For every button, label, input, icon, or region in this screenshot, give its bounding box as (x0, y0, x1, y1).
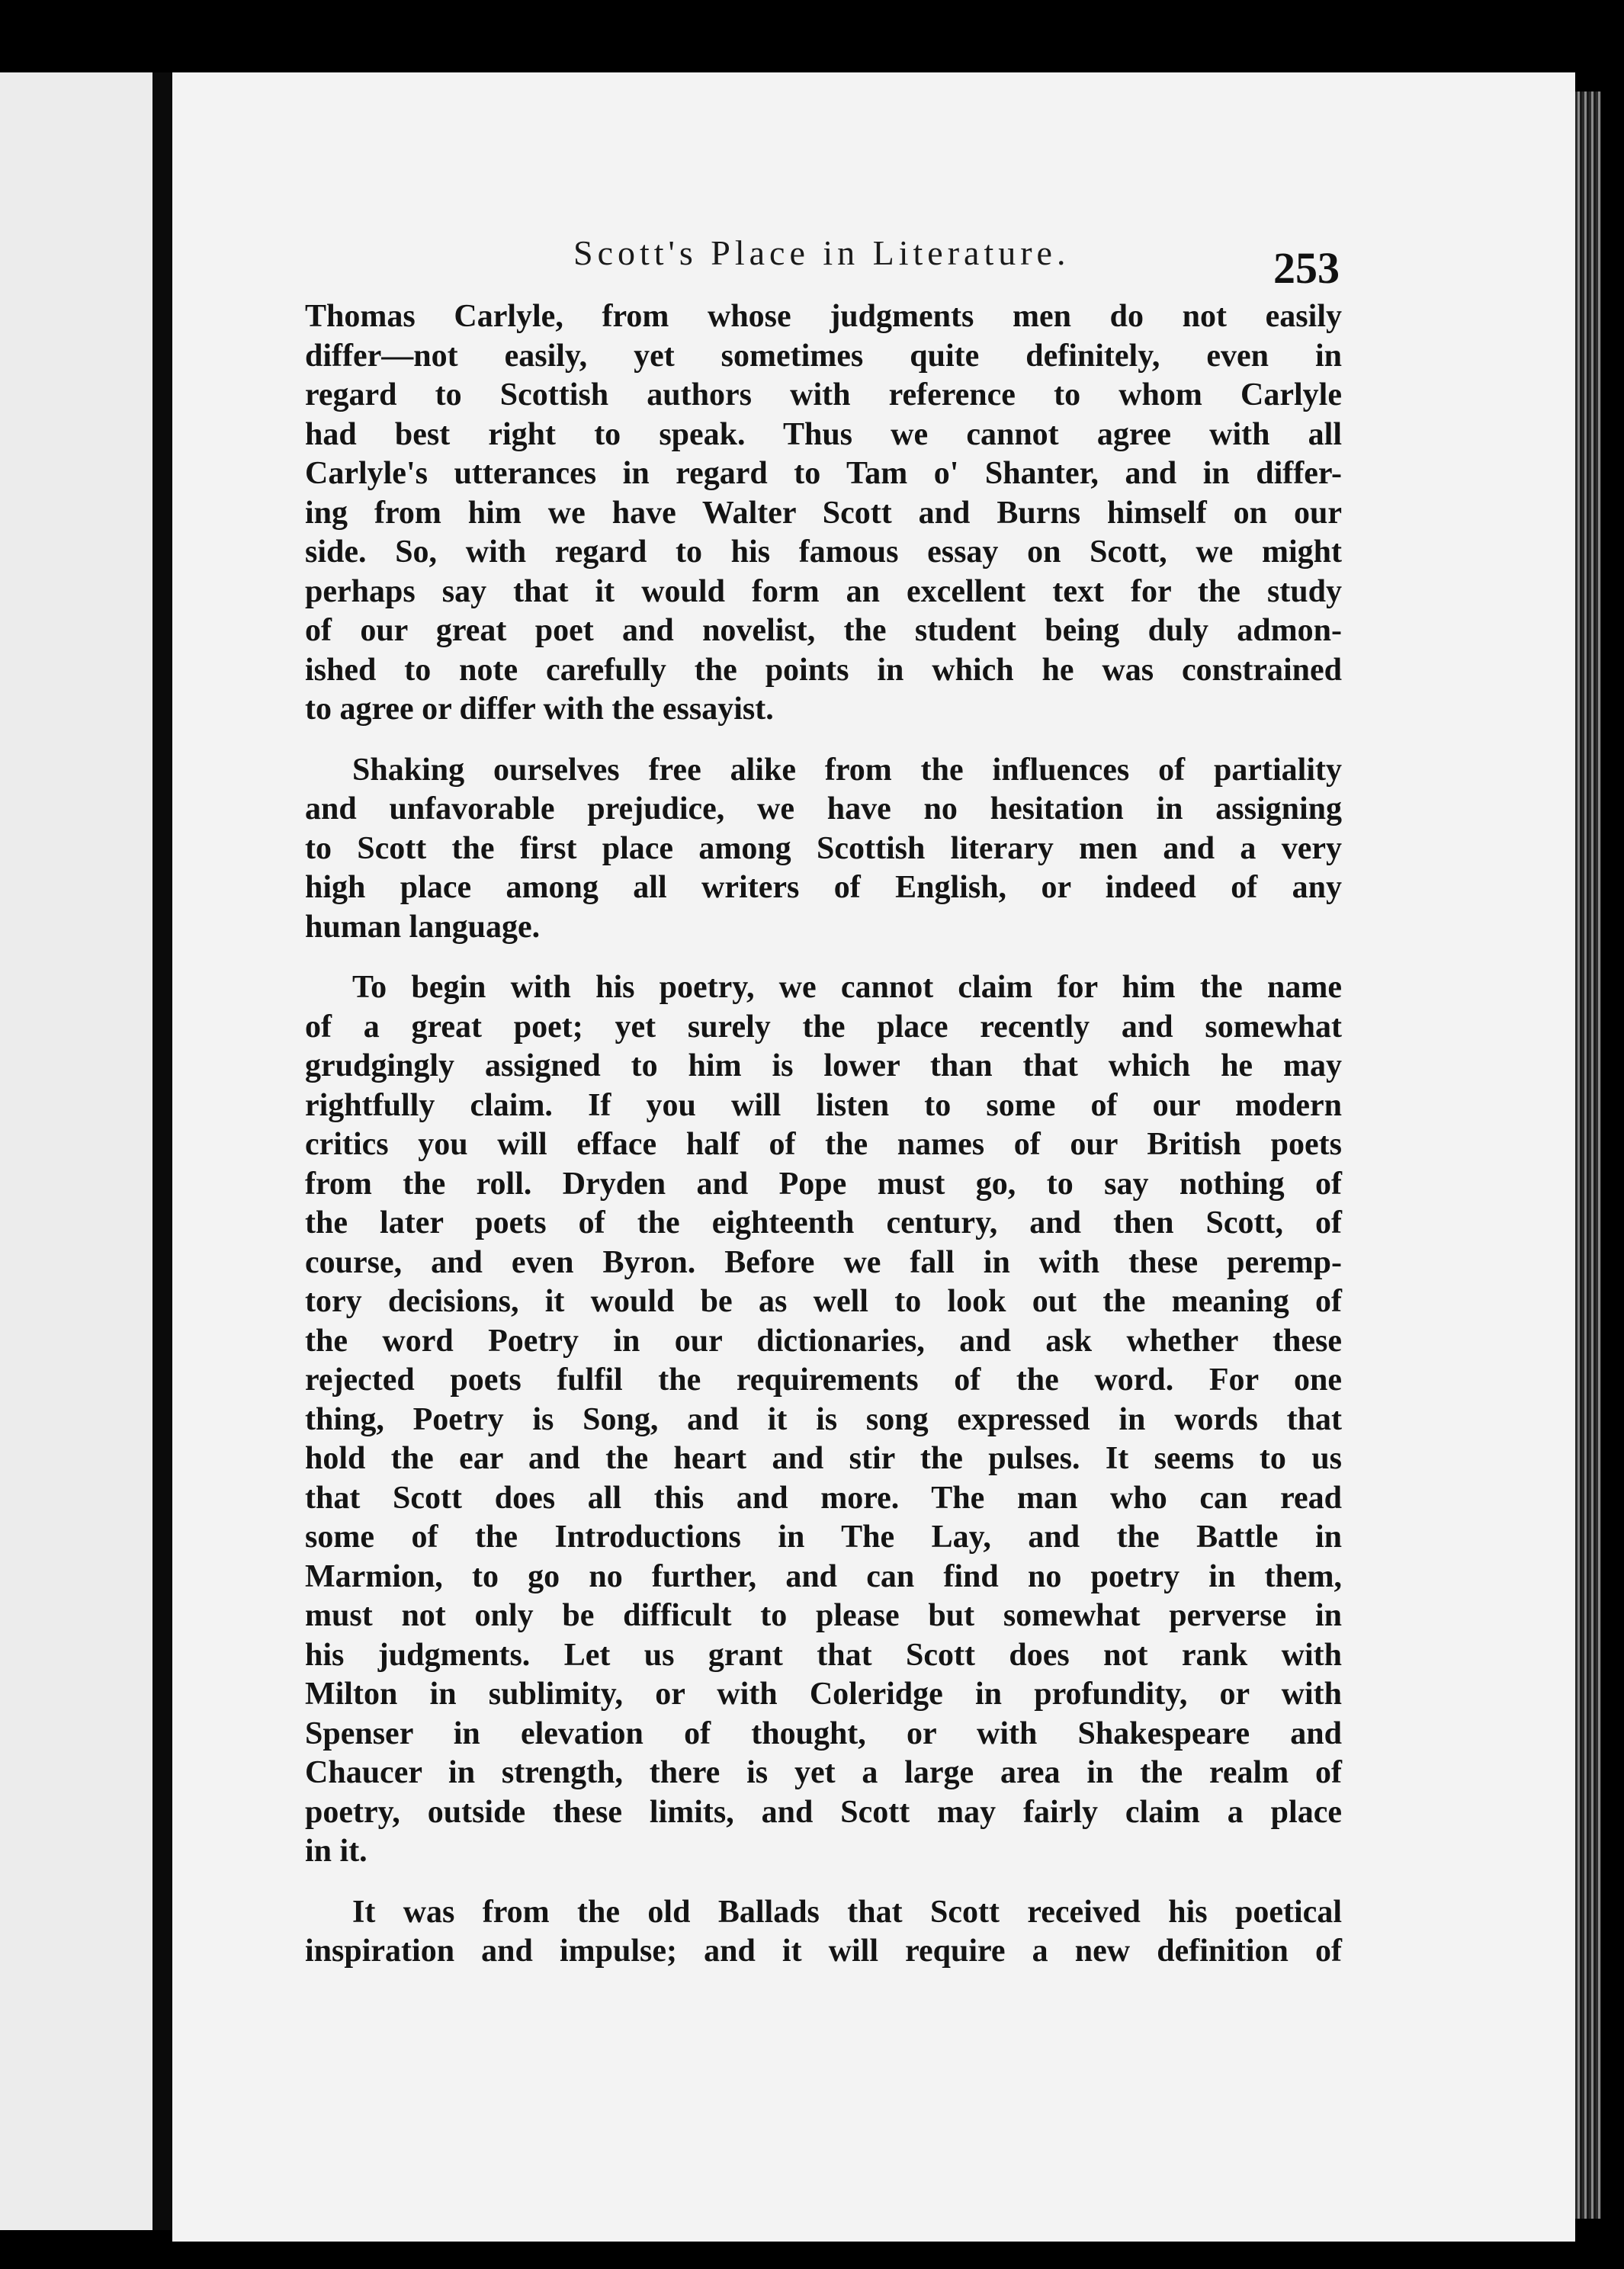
text-line: perhaps say that it would form an excellent text for the study (305, 573, 1342, 609)
text-line: Chaucer in strength, there is yet a large area in the realm of (305, 1755, 1342, 1790)
text-line: regard to Scottish authors with reference to whom Carlyle (305, 377, 1342, 412)
text-line: rejected poets fulfil the requirements of the word. For one (305, 1362, 1342, 1398)
text-line: from the roll. Dryden and Pope must go, to say nothing of (305, 1166, 1342, 1202)
text-line: human language. (305, 909, 541, 945)
text-line: high place among all writers of English, or indeed of any (305, 870, 1342, 905)
text-line: must not only be difficult to please but somewhat perverse in (305, 1598, 1342, 1633)
text-line: to Scott the first place among Scottish literary men and a very (305, 830, 1342, 866)
text-line: some of the Introductions in The Lay, and the Battle in (305, 1520, 1342, 1555)
paragraph-3 (305, 968, 1342, 1872)
text-line: Thomas Carlyle, from whose judgments men do not easily (305, 299, 1342, 334)
text-line: of our great poet and novelist, the student being duly admon- (305, 613, 1342, 648)
page-number: 253 (1273, 243, 1340, 293)
text-line: It was from the old Ballads that Scott received his poetical (352, 1894, 1342, 1930)
text-line: grudgingly assigned to him is lower than that which he may (305, 1048, 1342, 1083)
text-line: Milton in sublimity, or with Coleridge in profundity, or with (305, 1677, 1342, 1712)
text-line: that Scott does all this and more. The man who can read (305, 1480, 1342, 1516)
text-line: inspiration and impulse; and it will require a new definition of (305, 1934, 1342, 1969)
text-line: Shaking ourselves free alike from the influences of partiality (352, 752, 1342, 788)
text-line: poetry, outside these limits, and Scott may fairly claim a place (305, 1794, 1342, 1830)
text-line: tory decisions, it would be as well to look out the meaning of (305, 1284, 1342, 1319)
text-line: ished to note carefully the points in which he was constrained (305, 652, 1342, 688)
text-line: of a great poet; yet surely the place recently and somewhat (305, 1009, 1342, 1045)
text-line: his judgments. Let us grant that Scott does not rank with (305, 1637, 1342, 1673)
text-line: rightfully claim. If you will listen to some of our modern (305, 1087, 1342, 1123)
text-line: thing, Poetry is Song, and it is song expressed in words that (305, 1401, 1342, 1437)
text-line: To begin with his poetry, we cannot claim for him the name (352, 970, 1342, 1005)
text-line: Carlyle's utterances in regard to Tam o' Shanter, and in differ- (305, 456, 1342, 491)
text-line: in it. (305, 1834, 367, 1869)
paragraph-4 (305, 1893, 1342, 1972)
book-gutter (152, 72, 172, 2230)
running-title: Scott's Place in Literature. (573, 233, 1070, 272)
text-line: the later poets of the eighteenth century, and then Scott, of (305, 1205, 1342, 1240)
text-line: ing from him we have Walter Scott and Burns himself on our (305, 495, 1342, 531)
body-text (305, 297, 1342, 1993)
text-line: had best right to speak. Thus we cannot agree with all (305, 416, 1342, 452)
paragraph-1 (305, 297, 1342, 730)
text-line: to agree or differ with the essayist. (305, 692, 774, 727)
text-line: the word Poetry in our dictionaries, and ask whether these (305, 1323, 1342, 1359)
page-stack-edge (1575, 91, 1601, 2219)
text-line: differ—not easily, yet sometimes quite definitely, even in (305, 338, 1342, 374)
text-line: Spenser in elevation of thought, or with Shakespeare and (305, 1715, 1342, 1751)
text-line: critics you will efface half of the names of our British poets (305, 1127, 1342, 1162)
text-line: Marmion, to go no further, and can find no poetry in them, (305, 1558, 1342, 1594)
paragraph-2 (305, 751, 1342, 948)
text-line: course, and even Byron. Before we fall in with these peremp- (305, 1244, 1342, 1280)
text-line: side. So, with regard to his famous essay on Scott, we might (305, 534, 1342, 570)
text-line: and unfavorable prejudice, we have no hesitation in assigning (305, 791, 1342, 826)
text-line: hold the ear and the heart and stir the pulses. It seems to us (305, 1441, 1342, 1476)
facing-page-edge (0, 72, 152, 2230)
